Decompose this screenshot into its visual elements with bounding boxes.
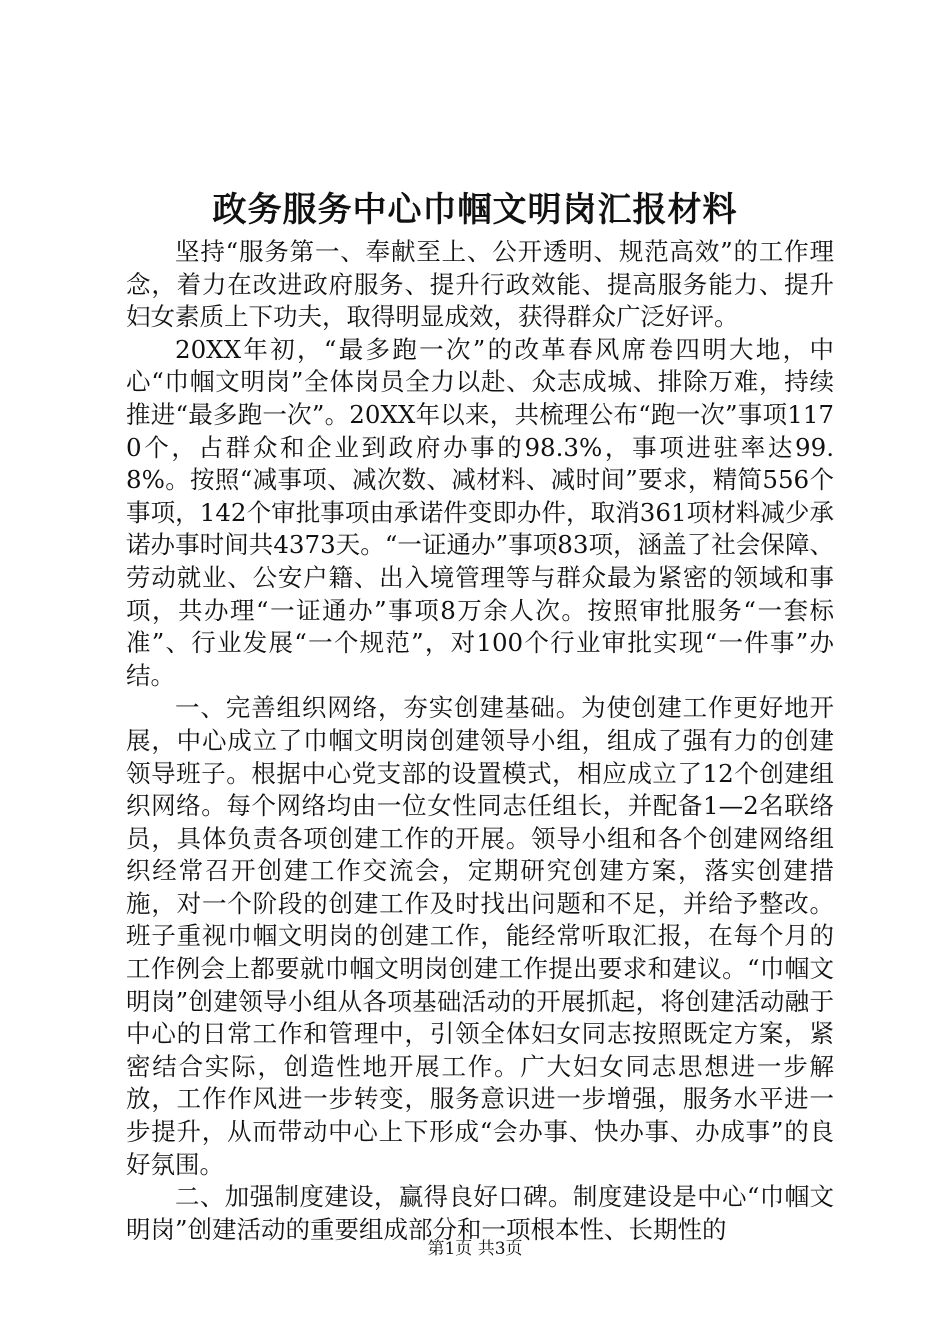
paragraph-section-two: 二、加强制度建设，赢得良好口碑。制度建设是中心“巾帼文明岗”创建活动的重要组成部分和一项根本性、长期性的 [126, 1182, 834, 1244]
paragraph-section-one: 一、完善组织网络，夯实创建基础。为使创建工作更好地开展，中心成立了巾帼文明岗创建领导小组，组成了强有力的创建领导班子。根据中心党支部的设置模式，相应成立了12个创建组织网络。每个网络均由一位女性同志任组长，并配备1—2名联络员，具体负责各项创建工作的开展。领导小组和各个创建网络组织经常召开创建工作交流会，定期研究创建方案，落实创建措施，对一个阶段的创建工作及时找出问题和不足，并给予整改。班子重视巾帼文明岗的创建工作，能经常听取汇报，在每个月的工作例会上都要就巾帼文明岗创建工作提出要求和建议。“巾帼文明岗”创建领导小组从各项基础活动的开展抓起，将创建活动融于中心的日常工作和管理中，引领全体妇女同志按照既定方案，紧密结合实际，创造性地开展工作。广大妇女同志思想进一步解放，工作作风进一步转变，服务意识进一步增强，服务水平进一步提升，从而带动中心上下形成“会办事、快办事、办成事”的良好氛围。 [126, 693, 834, 1179]
paragraph-reform: 20XX年初，“最多跑一次”的改革春风席卷四明大地，中心“巾帼文明岗”全体岗员全力以赴、众志成城、排除万难，持续推进“最多跑一次”。20XX年以来，共梳理公布“跑一次”事项1170个，占群众和企业到政府办事的98.3%，事项进驻率达99.8%。按照“减事项、减次数、减材料、减时间”要求，精简556个事项，142个审批事项由承诺件变即办件，取消361项材料减少承诺办事时间共4373天。“一证通办”事项83项，涵盖了社会保障、劳动就业、公安户籍、出入境管理等与群众最为紧密的领域和事项，共办理“一证通办”事项8万余人次。按照审批服务“一套标准”、行业发展“一个规范”，对100个行业审批实现“一件事”办结。 [126, 334, 834, 690]
document-title: 政务服务中心巾帼文明岗汇报材料 [212, 190, 738, 230]
page-number-footer: 第1页 共3页 [427, 1239, 523, 1259]
document-body [126, 236, 834, 1246]
paragraph-intro: 坚持“服务第一、奉献至上、公开透明、规范高效”的工作理念，着力在改进政府服务、提升行政效能、提高服务能力、提升妇女素质上下功夫，取得明显成效，获得群众广泛好评。 [126, 237, 834, 332]
